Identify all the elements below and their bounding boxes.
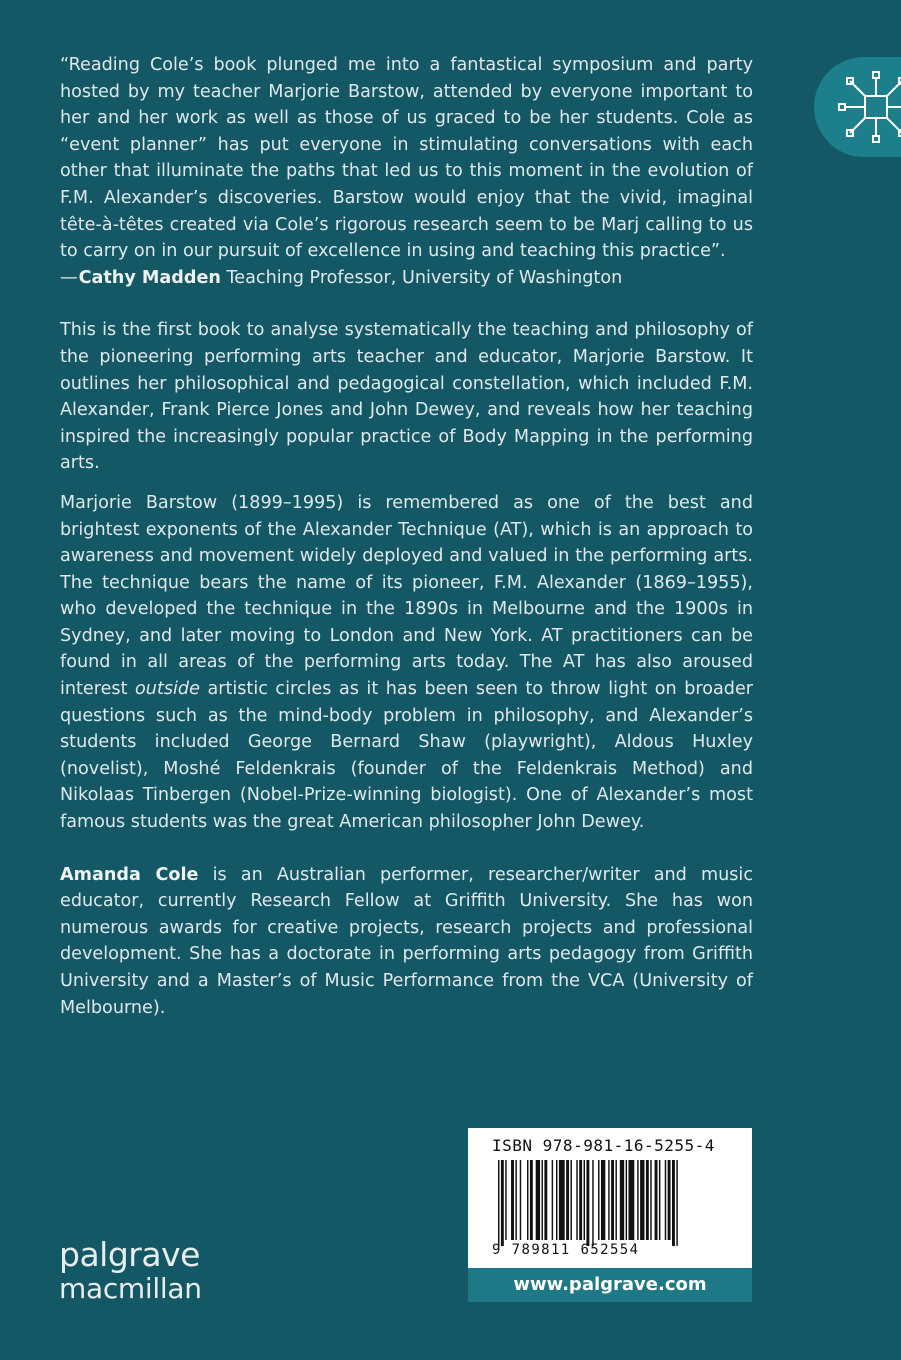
- barcode-bar: [579, 1160, 582, 1240]
- barcode-bar: [576, 1160, 577, 1240]
- barcode-bar: [544, 1160, 547, 1240]
- blurb-paragraph-1: This is the first book to analyse systematically the teaching and philosophy of the pioneering performing arts teacher and educator, Marjorie Barstow. It outlines her philosophical and pedagogical constellation, which included F.M. Alexander, Frank Pierce Jones and John Dewey, and reveals how her teaching inspired the increasingly popular practice of Body Mapping in the performing arts.: [60, 320, 753, 474]
- barcode-bar: [637, 1160, 638, 1240]
- barcode-bar: [665, 1160, 666, 1240]
- endorsement-quote: “Reading Cole’s book plunged me into a fantastical symposium and party hosted by my teacher Marjorie Barstow, attended by everyone important to her and her work as well as those of us graced to be her students. Cole as “event planner” has put everyone in stimulating conversations with each other that illuminate the paths that led us to this moment in the evolution of F.M. Alexander’s discoveries. Barstow would enjoy that the vivid, imaginal tête-à-têtes created via Cole’s rigorous research seem to be Marj calling to us to carry on in our pursuit of excellence in using and teaching this practice”.: [60, 55, 753, 262]
- barcode-bar: [598, 1160, 599, 1240]
- author-bio: [60, 862, 753, 1022]
- barcode-bar: [505, 1160, 506, 1240]
- back-cover-text: [60, 52, 753, 1021]
- isbn-barcode-box: [468, 1128, 752, 1302]
- barcode-bar: [511, 1160, 514, 1240]
- barcode-bar: [629, 1160, 635, 1240]
- barcode-bar: [586, 1160, 589, 1246]
- series-badge: [814, 57, 901, 157]
- barcode-bar: [527, 1160, 528, 1240]
- blurb-p2-emphasis: outside: [135, 679, 200, 700]
- barcode-bar: [650, 1160, 651, 1240]
- barcode-bar: [620, 1160, 624, 1240]
- publisher-name-line1: palgrave: [59, 1235, 200, 1274]
- barcode-bar: [626, 1160, 627, 1240]
- quote-attribution: [60, 265, 753, 292]
- barcode-bar: [584, 1160, 585, 1240]
- publisher-logo: [59, 1235, 202, 1305]
- barcode-bar: [601, 1160, 605, 1240]
- barcode-bar: [501, 1160, 504, 1246]
- barcode-bar: [668, 1160, 671, 1240]
- spacer: [60, 836, 753, 862]
- barcode-bar: [515, 1160, 516, 1240]
- barcode-digits: 9 789811 652554: [492, 1242, 640, 1258]
- author-name: Amanda Cole: [60, 864, 199, 885]
- author-bio-text: is an Australian performer, researcher/writer and music educator, currently Research Fellow at Griffith University. She has won numerous awards for creative projects, research projects and professional development. She has a doctorate in performing arts pedagogy from Griffith University and a Master’s of Music Performance from the VCA (University of Melbourne).: [60, 864, 753, 1018]
- barcode-bar: [520, 1160, 521, 1240]
- barcode-bar: [552, 1160, 553, 1240]
- attribution-dash: —: [60, 267, 78, 288]
- barcode-bar: [655, 1160, 658, 1240]
- spacer: [60, 291, 753, 317]
- barcode-bar: [611, 1160, 614, 1240]
- barcode-bar: [640, 1160, 644, 1240]
- barcode-bar: [536, 1160, 540, 1240]
- barcode-bar: [542, 1160, 543, 1240]
- palgrave-network-icon: [836, 69, 901, 145]
- barcode-bar: [608, 1160, 609, 1240]
- quote-author: Cathy Madden: [78, 267, 221, 288]
- isbn-label: ISBN 978-981-16-5255-4: [492, 1136, 715, 1155]
- barcode-bar: [615, 1160, 616, 1240]
- barcode-bar: [498, 1160, 499, 1246]
- blurb-p2-text-b: artistic circles as it has been seen to throw light on broader questions such as the mind-body problem in philosophy, and Alexander’s students included George Bernard Shaw (playwright), Aldous Huxley (novelist), Moshé Feldenkrais (founder of the Feldenkrais Method) and Nikolaas Tinbergen (Nobel-Prize-winning biologist). One of Alexander’s most famous students was the great American philosopher John Dewey.: [60, 679, 753, 833]
- barcode-bar: [672, 1160, 675, 1246]
- barcode-bar: [659, 1160, 660, 1240]
- barcode-bar: [559, 1160, 565, 1240]
- barcode-bar: [571, 1160, 572, 1240]
- blurb-p2-text-a: Marjorie Barstow (1899–1995) is remembered as one of the best and brightest exponents of the Alexander Technique (AT), which is an approach to awareness and movement widely deployed and valued in the performing arts. The technique bears the name of its pioneer, F.M. Alexander (1869–1955), who developed the technique in the 1890s in Melbourne and the 1900s in Sydney, and later moving to London and New York. AT practitioners can be found in all areas of the performing arts today. The AT has also aroused interest: [60, 492, 753, 700]
- publisher-name-line2: macmillan: [59, 1272, 202, 1305]
- barcode-bar: [676, 1160, 677, 1246]
- barcode-bar: [530, 1160, 533, 1240]
- spacer: [60, 477, 753, 490]
- barcode-bar: [566, 1160, 569, 1240]
- barcode-bar: [592, 1160, 593, 1246]
- barcode-bar: [646, 1160, 649, 1240]
- quote-author-title: Teaching Professor, University of Washington: [220, 267, 623, 288]
- publisher-url[interactable]: www.palgrave.com: [468, 1268, 752, 1302]
- blurb-paragraph-2: [60, 490, 753, 836]
- barcode-image: [498, 1160, 724, 1246]
- barcode-bar: [556, 1160, 557, 1240]
